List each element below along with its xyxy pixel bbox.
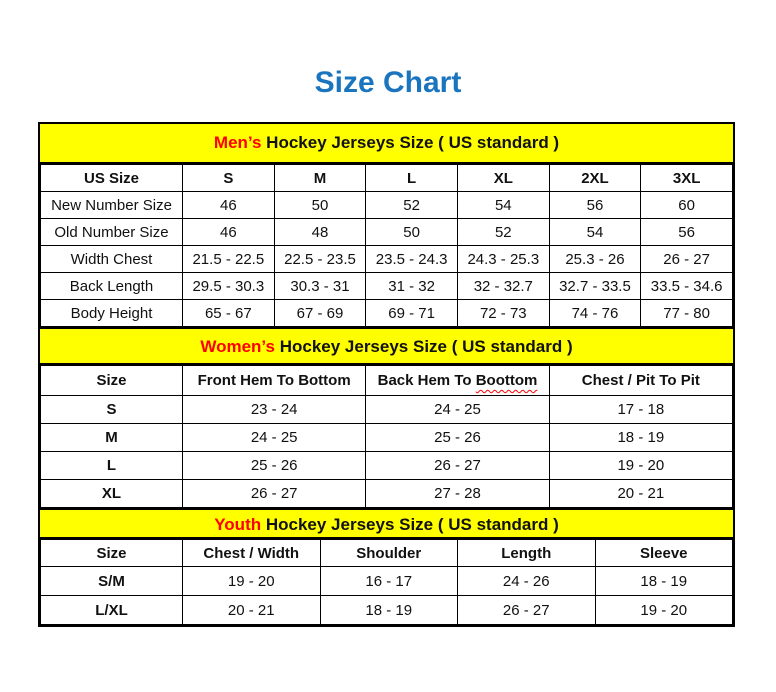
column-header: Length	[458, 540, 596, 567]
row-label: Back Length	[41, 273, 183, 300]
column-header: Back Hem To Boottom	[366, 366, 549, 396]
column-header: Chest / Width	[183, 540, 321, 567]
table-row	[41, 396, 733, 424]
column-header: Chest / Pit To Pit	[549, 366, 732, 396]
column-header: XL	[457, 165, 549, 192]
table-cell: 33.5 - 34.6	[641, 273, 733, 300]
table-cell: 48	[274, 219, 366, 246]
column-header: Front Hem To Bottom	[183, 366, 366, 396]
table-cell: 24 - 25	[366, 396, 549, 424]
column-header: M	[274, 165, 366, 192]
table-row	[41, 596, 733, 625]
heading-accent-women: Women’s	[200, 337, 275, 356]
row-label: M	[41, 424, 183, 452]
table-cell: 65 - 67	[183, 300, 275, 327]
table-cell: 69 - 71	[366, 300, 458, 327]
row-label: New Number Size	[41, 192, 183, 219]
column-header: Sleeve	[595, 540, 733, 567]
table-cell: 26 - 27	[641, 246, 733, 273]
table-cell: 31 - 32	[366, 273, 458, 300]
row-label: XL	[41, 480, 183, 508]
table-row	[41, 424, 733, 452]
table-row	[41, 300, 733, 327]
section-youth	[40, 508, 733, 625]
table-cell: 21.5 - 22.5	[183, 246, 275, 273]
heading-accent-mens: Men’s	[213, 133, 262, 152]
section-mens	[40, 124, 733, 327]
size-table-women	[40, 365, 733, 508]
page-title: Size Chart	[314, 66, 462, 99]
table-cell: 18 - 19	[549, 424, 732, 452]
table-row	[41, 273, 733, 300]
section-women	[40, 327, 733, 508]
column-header: L	[366, 165, 458, 192]
table-row	[41, 452, 733, 480]
table-row	[41, 246, 733, 273]
table-row	[41, 480, 733, 508]
misspelled-word: Boottom	[475, 372, 538, 389]
row-label: L/XL	[41, 596, 183, 625]
table-cell: 22.5 - 23.5	[274, 246, 366, 273]
column-header: Size	[41, 540, 183, 567]
table-cell: 74 - 76	[549, 300, 641, 327]
row-label: Body Height	[41, 300, 183, 327]
table-cell: 23 - 24	[183, 396, 366, 424]
table-cell: 56	[549, 192, 641, 219]
table-cell: 25.3 - 26	[549, 246, 641, 273]
row-label: Width Chest	[41, 246, 183, 273]
heading-rest-youth: Hockey Jerseys Size ( US standard )	[261, 515, 559, 534]
table-cell: 72 - 73	[457, 300, 549, 327]
section-heading-youth	[40, 508, 733, 539]
table-cell: 52	[366, 192, 458, 219]
row-label: S	[41, 396, 183, 424]
size-chart	[38, 122, 735, 627]
table-cell: 26 - 27	[458, 596, 596, 625]
table-cell: 17 - 18	[549, 396, 732, 424]
section-heading-women	[40, 327, 733, 365]
header-row-mens	[41, 165, 733, 192]
table-cell: 77 - 80	[641, 300, 733, 327]
table-cell: 24 - 25	[183, 424, 366, 452]
table-cell: 26 - 27	[183, 480, 366, 508]
heading-rest-mens: Hockey Jerseys Size ( US standard )	[261, 133, 560, 152]
table-cell: 27 - 28	[366, 480, 549, 508]
heading-rest-women: Hockey Jerseys Size ( US standard )	[274, 337, 573, 356]
table-cell: 56	[641, 219, 733, 246]
header-row-youth	[41, 540, 733, 567]
column-header: US Size	[41, 165, 183, 192]
table-cell: 18 - 19	[320, 596, 458, 625]
table-cell: 20 - 21	[183, 596, 321, 625]
column-header: Size	[41, 366, 183, 396]
column-header: Shoulder	[320, 540, 458, 567]
table-cell: 23.5 - 24.3	[366, 246, 458, 273]
table-row	[41, 567, 733, 596]
column-header: 3XL	[641, 165, 733, 192]
table-row	[41, 219, 733, 246]
section-heading-mens	[40, 124, 733, 164]
table-cell: 29.5 - 30.3	[183, 273, 275, 300]
table-cell: 19 - 20	[549, 452, 732, 480]
column-header: S	[183, 165, 275, 192]
table-cell: 16 - 17	[320, 567, 458, 596]
table-cell: 32.7 - 33.5	[549, 273, 641, 300]
table-cell: 24 - 26	[458, 567, 596, 596]
table-cell: 50	[274, 192, 366, 219]
table-cell: 25 - 26	[366, 424, 549, 452]
table-cell: 32 - 32.7	[457, 273, 549, 300]
column-header: 2XL	[549, 165, 641, 192]
table-cell: 25 - 26	[183, 452, 366, 480]
table-cell: 54	[457, 192, 549, 219]
table-cell: 52	[457, 219, 549, 246]
table-cell: 60	[641, 192, 733, 219]
size-table-youth	[40, 539, 733, 625]
row-label: S/M	[41, 567, 183, 596]
table-cell: 30.3 - 31	[274, 273, 366, 300]
table-cell: 46	[183, 219, 275, 246]
table-cell: 19 - 20	[595, 596, 733, 625]
table-cell: 54	[549, 219, 641, 246]
table-row	[41, 192, 733, 219]
table-cell: 19 - 20	[183, 567, 321, 596]
size-table-mens	[40, 164, 733, 327]
row-label: Old Number Size	[41, 219, 183, 246]
table-cell: 26 - 27	[366, 452, 549, 480]
heading-accent-youth: Youth	[214, 515, 262, 534]
table-cell: 50	[366, 219, 458, 246]
table-cell: 20 - 21	[549, 480, 732, 508]
table-cell: 46	[183, 192, 275, 219]
table-cell: 67 - 69	[274, 300, 366, 327]
header-row-women	[41, 366, 733, 396]
row-label: L	[41, 452, 183, 480]
table-cell: 18 - 19	[595, 567, 733, 596]
table-cell: 24.3 - 25.3	[457, 246, 549, 273]
